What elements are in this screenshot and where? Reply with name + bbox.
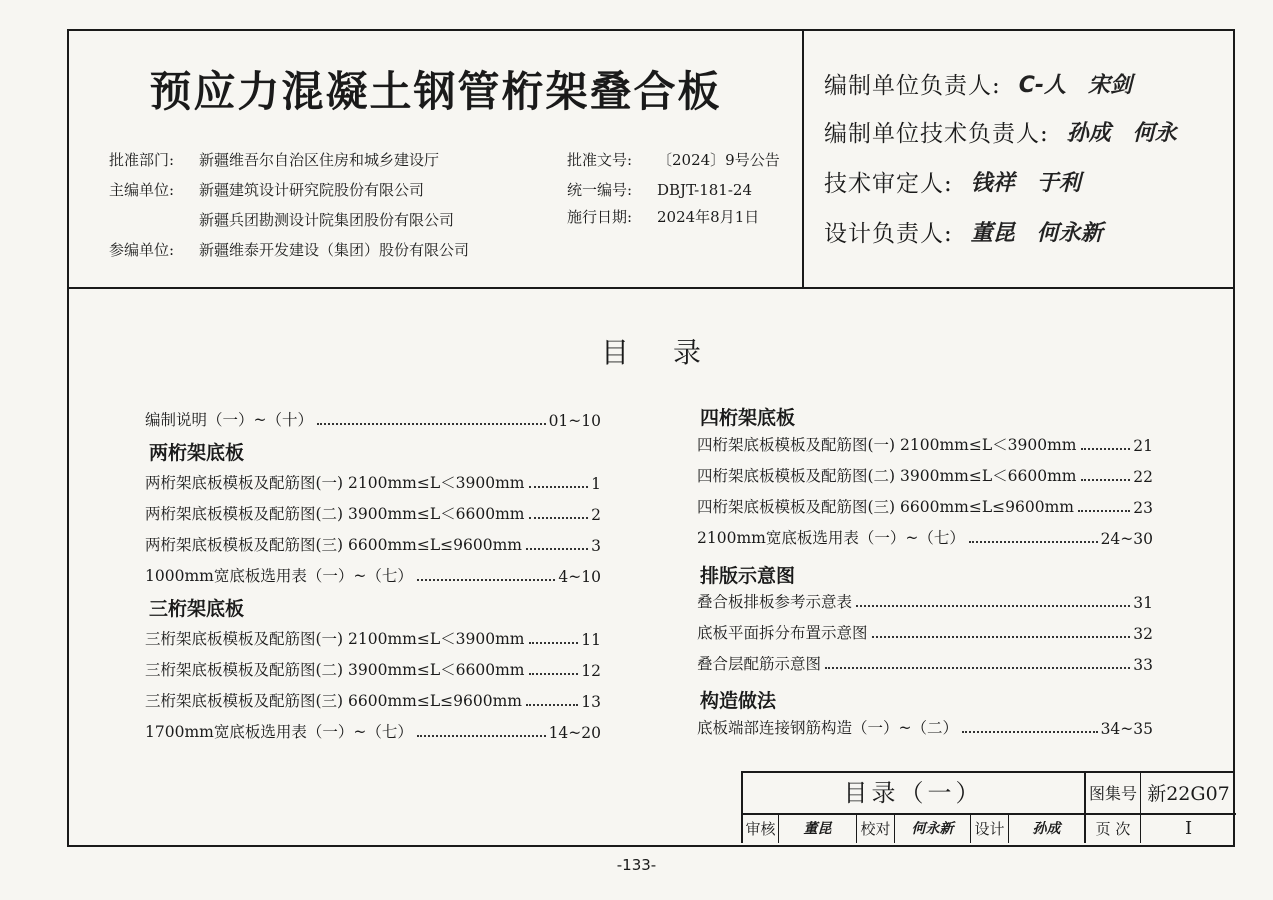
info-label: 主编单位: xyxy=(109,181,175,199)
leader-dots xyxy=(872,636,1131,638)
check-signature: 何永新 xyxy=(895,815,971,843)
leader-dots xyxy=(825,667,1130,669)
toc-entry-text: 三桁架底板模板及配筋图(二) 3900mm≤L＜6600mm xyxy=(145,661,525,679)
leader-dots xyxy=(969,541,1098,543)
page-label: 页 次 xyxy=(1086,815,1141,843)
toc-entry-page: 24~30 xyxy=(1100,530,1153,548)
leader-dots xyxy=(962,731,1098,733)
info-label: 施行日期: xyxy=(567,208,633,226)
handwritten-signature: C-人 xyxy=(1018,73,1067,98)
unified-number xyxy=(567,179,752,200)
toc-entry[interactable] xyxy=(145,531,601,555)
toc-entry-page: 11 xyxy=(581,631,601,649)
toc-entry-text: 三桁架底板模板及配筋图(三) 6600mm≤L≤9600mm xyxy=(145,692,522,710)
toc-entry[interactable] xyxy=(697,619,1153,643)
toc-entry-page: 21 xyxy=(1133,437,1153,455)
leader-dots xyxy=(417,735,546,737)
design-label: 设计 xyxy=(971,815,1009,843)
toc-entry-text: 编制说明（一）~（十） xyxy=(145,411,313,429)
toc-entry-text: 四桁架底板模板及配筋图(三) 6600mm≤L≤9600mm xyxy=(697,498,1074,516)
atlas-label: 图集号 xyxy=(1086,773,1141,815)
signature-role: 技术审定人: xyxy=(824,171,953,197)
info-value: 新疆维吾尔自治区住房和城乡建设厅 xyxy=(199,151,440,169)
toc-entry-page: 1 xyxy=(591,475,601,493)
leader-dots xyxy=(529,486,589,488)
info-value: 新疆维泰开发建设（集团）股份有限公司 xyxy=(199,241,470,259)
leader-dots xyxy=(526,548,588,550)
signature-row xyxy=(824,115,1177,148)
toc-entry-text: 1700mm宽底板选用表（一）~（七） xyxy=(145,723,413,741)
effective-date xyxy=(567,206,759,227)
signature-row xyxy=(824,67,1132,100)
toc-entry[interactable] xyxy=(145,500,601,524)
leader-dots xyxy=(529,673,579,675)
handwritten-signature: 孙成 xyxy=(1066,121,1111,146)
leader-dots xyxy=(1081,479,1131,481)
header-block xyxy=(69,31,1233,289)
signature-role: 设计负责人: xyxy=(824,221,953,247)
handwritten-signature: 何永 xyxy=(1132,121,1177,146)
toc-entry[interactable] xyxy=(145,406,601,430)
signature-row xyxy=(824,165,1081,198)
toc-entry-text: 两桁架底板模板及配筋图(二) 3900mm≤L＜6600mm xyxy=(145,505,525,523)
toc-entry[interactable] xyxy=(697,524,1153,548)
sheet-title: 目录（一） xyxy=(743,773,1086,815)
toc-section-title: 两桁架底板 xyxy=(149,442,245,464)
leader-dots xyxy=(856,605,1130,607)
toc-entry-page: 33 xyxy=(1133,656,1153,674)
handwritten-signature: 董昆 xyxy=(970,221,1015,246)
toc-entry-page: 14~20 xyxy=(548,724,601,742)
info-label: 批准文号: xyxy=(567,151,633,169)
leader-dots xyxy=(1081,448,1131,450)
leader-dots xyxy=(529,642,579,644)
info-label: 批准部门: xyxy=(109,151,175,169)
toc-entry-text: 三桁架底板模板及配筋图(一) 2100mm≤L＜3900mm xyxy=(145,630,525,648)
toc-entry[interactable] xyxy=(145,469,601,493)
document-title: 预应力混凝土钢管桁架叠合板 xyxy=(149,67,722,116)
info-value: 2024年8月1日 xyxy=(657,208,760,226)
review-label: 审核 xyxy=(743,815,779,843)
toc-entry-page: 3 xyxy=(591,537,601,555)
toc-entry[interactable] xyxy=(145,562,601,586)
toc-entry-text: 1000mm宽底板选用表（一）~（七） xyxy=(145,567,413,585)
toc-entry-text: 四桁架底板模板及配筋图(一) 2100mm≤L＜3900mm xyxy=(697,436,1077,454)
toc-entry[interactable] xyxy=(697,588,1153,612)
toc-entry-page: 2 xyxy=(591,506,601,524)
design-signature: 孙成 xyxy=(1009,815,1086,843)
leader-dots xyxy=(529,517,589,519)
info-value: 新疆兵团勘测设计院集团股份有限公司 xyxy=(199,211,455,229)
signature-role: 编制单位技术负责人: xyxy=(824,121,1049,147)
toc-entry[interactable] xyxy=(697,493,1153,517)
toc-entry-page: 34~35 xyxy=(1100,720,1153,738)
header-left xyxy=(69,31,804,287)
toc-entry[interactable] xyxy=(697,650,1153,674)
toc-entry[interactable] xyxy=(697,462,1153,486)
co-editor xyxy=(109,239,469,260)
signature-row xyxy=(824,215,1103,248)
toc-entry-page: 13 xyxy=(581,693,601,711)
toc-entry[interactable] xyxy=(145,687,601,711)
toc-entry-text: 叠合板排板参考示意表 xyxy=(697,593,853,611)
info-value: 〔2024〕9号公告 xyxy=(657,151,780,169)
toc-entry-page: 31 xyxy=(1133,594,1153,612)
leader-dots xyxy=(317,423,546,425)
toc-section-title: 四桁架底板 xyxy=(700,407,796,429)
handwritten-signature: 钱祥 xyxy=(970,171,1015,196)
approval-number xyxy=(567,149,780,170)
toc-section-title: 三桁架底板 xyxy=(149,598,245,620)
toc-entry-page: 23 xyxy=(1133,499,1153,517)
info-value: DBJT-181-24 xyxy=(657,181,752,199)
toc-section-title: 排版示意图 xyxy=(700,565,796,587)
toc-entry-page: 4~10 xyxy=(558,568,601,586)
handwritten-signature: 于利 xyxy=(1036,171,1081,196)
toc-section-title: 构造做法 xyxy=(700,690,777,712)
toc-entry[interactable] xyxy=(697,431,1153,455)
info-label: 参编单位: xyxy=(109,241,175,259)
signature-block xyxy=(804,31,1233,287)
toc-entry[interactable] xyxy=(697,714,1153,738)
leader-dots xyxy=(417,579,556,581)
info-value: 新疆建筑设计研究院股份有限公司 xyxy=(199,181,425,199)
toc-entry-page: 12 xyxy=(581,662,601,680)
signature-role: 编制单位负责人: xyxy=(824,73,1001,99)
toc-entry-page: 22 xyxy=(1133,468,1153,486)
toc-entry[interactable] xyxy=(145,656,601,680)
toc-entry-text: 两桁架底板模板及配筋图(三) 6600mm≤L≤9600mm xyxy=(145,536,522,554)
approval-dept xyxy=(109,149,439,170)
drawing-sheet xyxy=(67,29,1235,847)
check-label: 校对 xyxy=(857,815,895,843)
leader-dots xyxy=(526,704,578,706)
toc-entry-text: 底板端部连接钢筋构造（一）~（二） xyxy=(697,719,958,737)
atlas-number: 新22G07 xyxy=(1141,773,1236,815)
toc-heading: 目录 xyxy=(600,336,745,369)
toc-entry-text: 叠合层配筋示意图 xyxy=(697,655,822,673)
toc-entry-page: 32 xyxy=(1133,625,1153,643)
toc-entry-text: 底板平面拆分布置示意图 xyxy=(697,624,868,642)
title-block xyxy=(741,771,1234,843)
leader-dots xyxy=(1078,510,1130,512)
review-signature: 董昆 xyxy=(779,815,857,843)
info-label: 统一编号: xyxy=(567,181,633,199)
toc-entry-text: 2100mm宽底板选用表（一）~（七） xyxy=(697,529,965,547)
toc-entry[interactable] xyxy=(145,718,601,742)
page-index: I xyxy=(1184,818,1193,839)
toc-entry[interactable] xyxy=(145,625,601,649)
page-number: -133- xyxy=(616,856,657,874)
handwritten-signature: 宋剑 xyxy=(1088,73,1133,98)
toc-entry-page: 01~10 xyxy=(548,412,601,430)
chief-editor xyxy=(109,179,424,200)
toc-entry-text: 四桁架底板模板及配筋图(二) 3900mm≤L＜6600mm xyxy=(697,467,1077,485)
toc-entry-text: 两桁架底板模板及配筋图(一) 2100mm≤L＜3900mm xyxy=(145,474,525,492)
handwritten-signature: 何永新 xyxy=(1036,221,1103,246)
chief-editor-2 xyxy=(109,209,454,230)
